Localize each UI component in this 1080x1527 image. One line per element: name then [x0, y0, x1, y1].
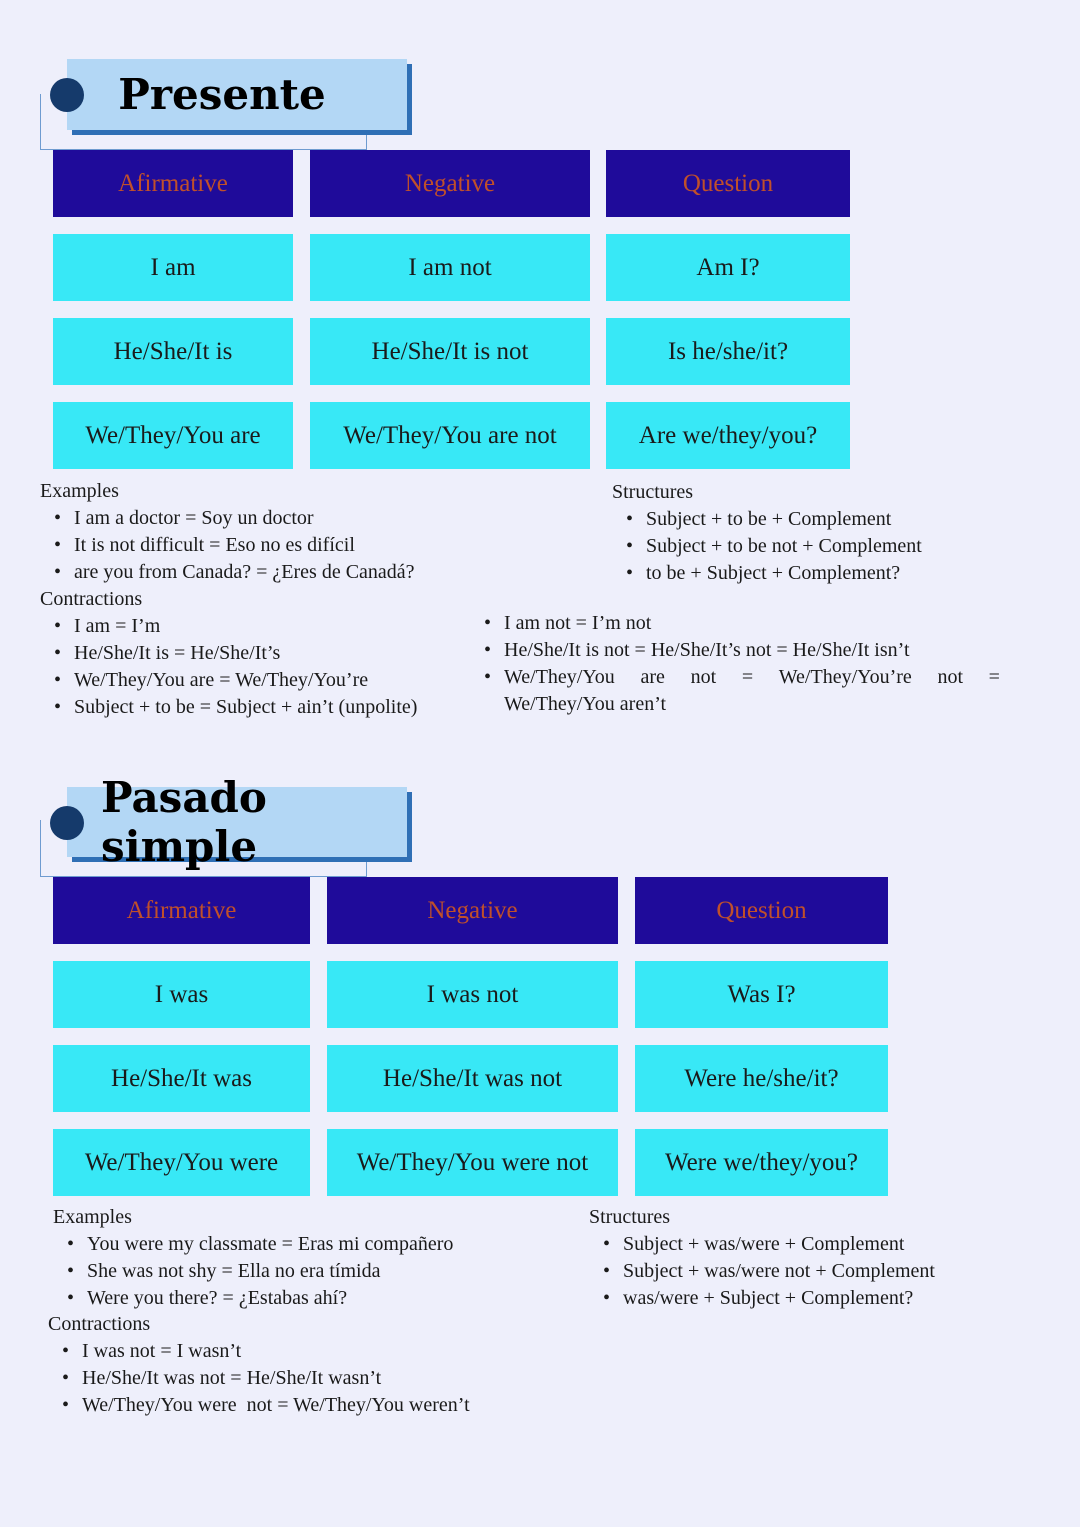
- table-cell: Were he/she/it?: [635, 1045, 888, 1112]
- word: • We/They/You: [504, 666, 615, 688]
- table-cell: He/She/It was not: [327, 1045, 618, 1112]
- list-item: • She was not shy = Ella no era tímida: [53, 1258, 553, 1285]
- header-question: Question: [635, 877, 888, 944]
- table-cell: Am I?: [606, 234, 850, 301]
- header-afirmative: Afirmative: [53, 877, 310, 944]
- list-item: • I am = I’m: [40, 613, 500, 640]
- table-cell: Are we/they/you?: [606, 402, 850, 469]
- structures-block: [589, 1204, 1029, 1312]
- examples-heading: Examples: [40, 480, 119, 502]
- header-negative: Negative: [327, 877, 618, 944]
- table-cell: I am not: [310, 234, 590, 301]
- list-item: • Subject + to be = Subject + ain’t (unpolite): [40, 694, 500, 721]
- list-item: • to be + Subject + Complement?: [612, 560, 1032, 587]
- list-item: • I was not = I wasn’t: [48, 1338, 568, 1365]
- word: are: [640, 666, 665, 688]
- table-cell: He/She/It is not: [310, 318, 590, 385]
- title-text: Pasado simple: [101, 773, 267, 871]
- examples-heading: Examples: [53, 1206, 132, 1228]
- word: =: [988, 666, 1000, 688]
- contractions-heading: Contractions: [48, 1313, 151, 1335]
- list-item: • are you from Canada? = ¿Eres de Canadá?: [40, 559, 500, 586]
- table-cell: I was: [53, 961, 310, 1028]
- list-item: • I am a doctor = Soy un doctor: [40, 505, 500, 532]
- header-negative: Negative: [310, 150, 590, 217]
- list-item: • Were you there? = ¿Estabas ahí?: [53, 1285, 553, 1312]
- list-item: • We/They/You are = We/They/You’re: [40, 667, 500, 694]
- word: not: [937, 666, 963, 688]
- list-item: • Subject + was/were not + Complement: [589, 1258, 1029, 1285]
- table-cell: Were we/they/you?: [635, 1129, 888, 1196]
- continuation-line: We/They/You aren’t: [504, 693, 667, 715]
- list-item: • Subject + to be + Complement: [612, 506, 1032, 533]
- word: =: [741, 666, 754, 688]
- table-cell: I am: [53, 234, 293, 301]
- word: We/They/You’re: [778, 666, 912, 688]
- title-text: Presente: [118, 70, 326, 119]
- examples-block: [40, 478, 500, 721]
- structures-block: [612, 479, 1032, 587]
- word: not: [690, 666, 717, 688]
- table-cell: Was I?: [635, 961, 888, 1028]
- examples-block: [53, 1204, 553, 1312]
- list-item: • Subject + to be not + Complement: [612, 533, 1032, 560]
- table-cell: We/They/You were: [53, 1129, 310, 1196]
- bullet-dot-icon: [50, 78, 84, 112]
- list-item: • Subject + was/were + Complement: [589, 1231, 1029, 1258]
- page-title: [67, 773, 407, 871]
- table-cell: We/They/You are: [53, 402, 293, 469]
- list-item: • He/She/It is = He/She/It’s: [40, 640, 500, 667]
- bullet-dot-icon: [50, 806, 84, 840]
- title-outline-edge: [366, 130, 367, 149]
- table-cell: I was not: [327, 961, 618, 1028]
- table-cell: Is he/she/it?: [606, 318, 850, 385]
- structures-heading: Structures: [589, 1206, 671, 1228]
- table-cell: He/She/It was: [53, 1045, 310, 1112]
- list-item: • He/She/It was not = He/She/It wasn’t: [48, 1365, 568, 1392]
- header-afirmative: Afirmative: [53, 150, 293, 217]
- contractions-block: [48, 1311, 568, 1419]
- list-item: • I am not = I’m not: [470, 610, 1000, 637]
- structures-heading: Structures: [612, 481, 694, 503]
- list-item: • was/were + Subject + Complement?: [589, 1285, 1029, 1312]
- list-item: • We/They/You were not = We/They/You weren’t: [48, 1392, 568, 1419]
- page-title: [67, 59, 407, 130]
- list-item: • He/She/It is not = He/She/It’s not = He/She/It isn’t: [470, 637, 1000, 664]
- contractions-heading: Contractions: [40, 588, 143, 610]
- contractions-right-block: [470, 610, 1000, 718]
- list-item: [470, 664, 1000, 718]
- list-item: • You were my classmate = Eras mi compañero: [53, 1231, 553, 1258]
- header-question: Question: [606, 150, 850, 217]
- list-item: • It is not difficult = Eso no es difícil: [40, 532, 500, 559]
- table-cell: He/She/It is: [53, 318, 293, 385]
- justified-line: [504, 664, 1000, 691]
- table-cell: We/They/You were not: [327, 1129, 618, 1196]
- table-cell: We/They/You are not: [310, 402, 590, 469]
